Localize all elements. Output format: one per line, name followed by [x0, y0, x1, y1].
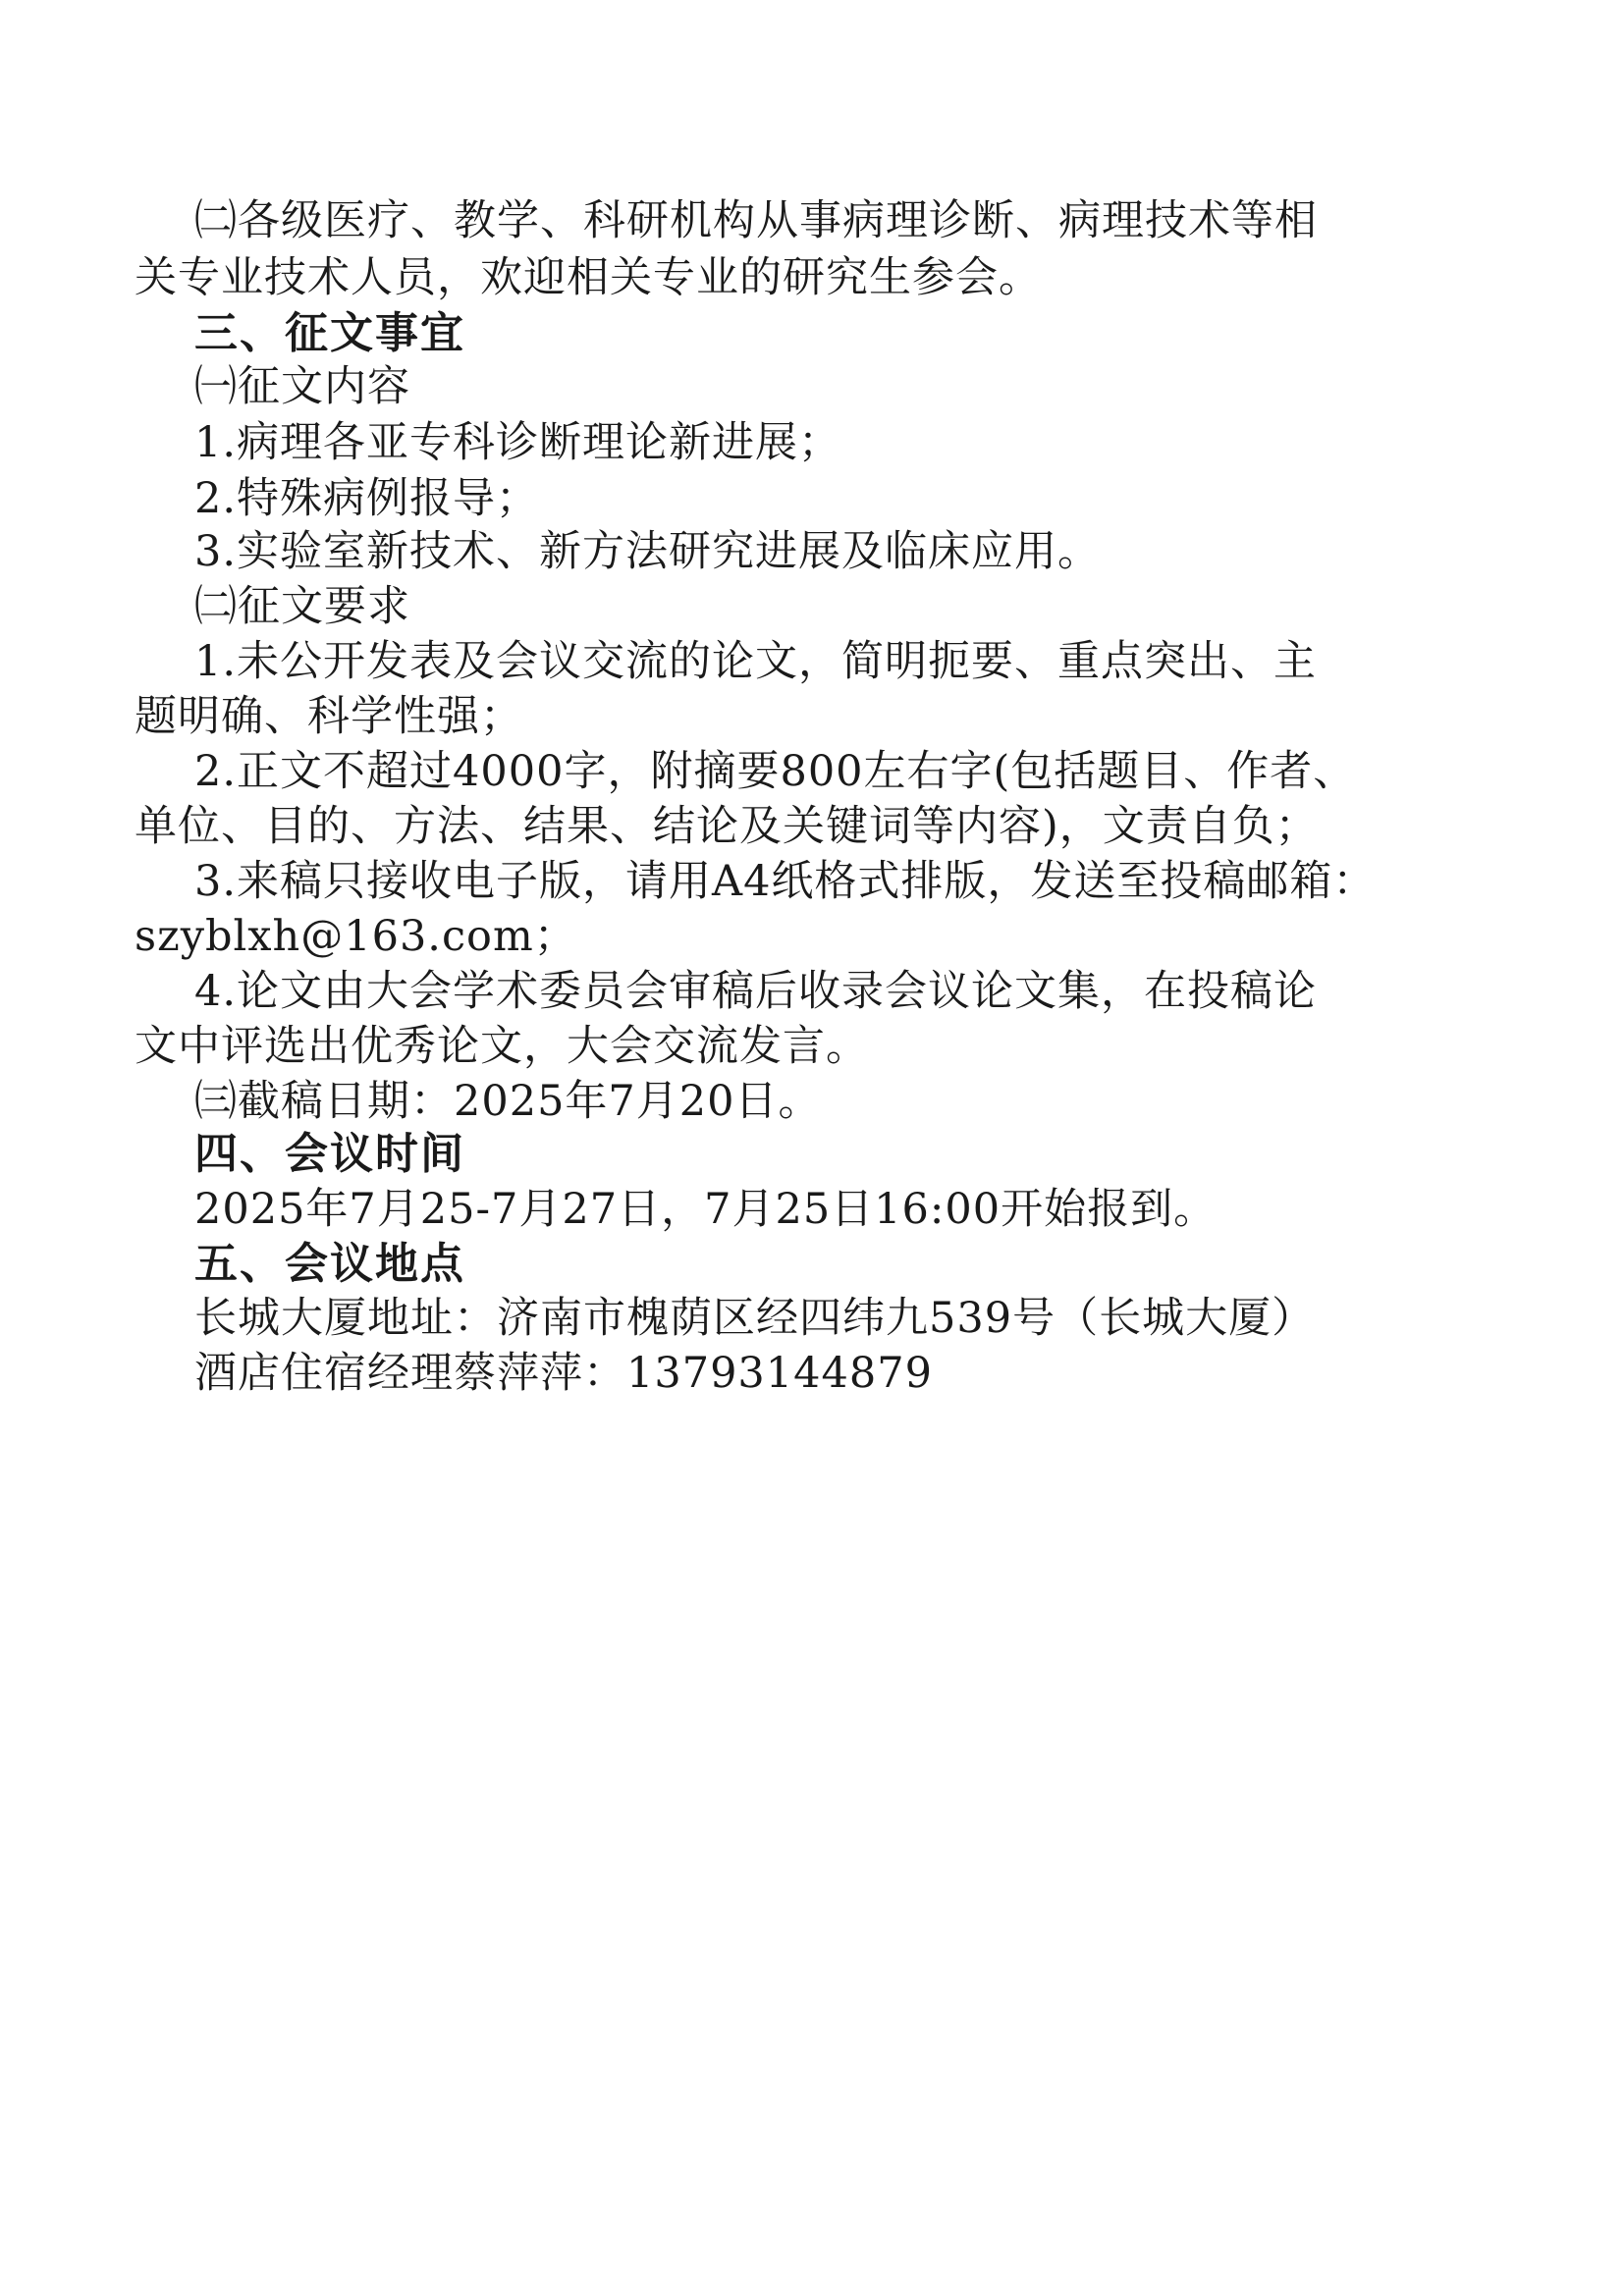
list-item: 1.未公开发表及会议交流的论文，简明扼要、重点突出、主 — [194, 637, 1318, 686]
meeting-address: 长城大厦地址：济南市槐荫区经四纬九539号（长城大厦） — [194, 1294, 1316, 1343]
list-item-continuation: 文中评选出优秀论文，大会交流发言。 — [135, 1022, 869, 1071]
section-heading: 三、征文事宜 — [194, 308, 465, 358]
deadline-line: ㈢截稿日期：2025年7月20日。 — [194, 1077, 822, 1126]
list-item: 3.实验室新技术、新方法研究进展及临床应用。 — [194, 527, 1102, 576]
list-item: 1.病理各亚专科诊断理论新进展； — [194, 418, 842, 467]
hotel-contact: 酒店住宿经理蔡萍萍：13793144879 — [194, 1349, 933, 1398]
list-item: 4.论文由大会学术委员会审稿后收录会议论文集，在投稿论 — [194, 967, 1318, 1016]
email-address: szyblxh@163.com； — [135, 912, 577, 961]
subsection-heading: ㈡征文要求 — [194, 582, 410, 631]
meeting-time: 2025年7月25-7月27日，7月25日16:00开始报到。 — [194, 1185, 1218, 1234]
paragraph-line: 关专业技术人员，欢迎相关专业的研究生参会。 — [135, 253, 1042, 302]
section-heading: 四、会议时间 — [194, 1129, 465, 1179]
list-item-continuation: 题明确、科学性强； — [135, 692, 523, 741]
paragraph-line: ㈡各级医疗、教学、科研机构从事病理诊断、病理技术等相 — [194, 196, 1318, 245]
subsection-heading: ㈠征文内容 — [194, 362, 410, 411]
list-item: 2.特殊病例报导； — [194, 474, 540, 523]
list-item-continuation: 单位、目的、方法、结果、结论及关键词等内容)，文责自负； — [135, 802, 1319, 851]
list-item: 2.正文不超过4000字，附摘要800左右字(包括题目、作者、 — [194, 747, 1357, 796]
list-item: 3.来稿只接收电子版，请用A4纸格式排版，发送至投稿邮箱： — [194, 857, 1377, 906]
section-heading: 五、会议地点 — [194, 1239, 465, 1289]
